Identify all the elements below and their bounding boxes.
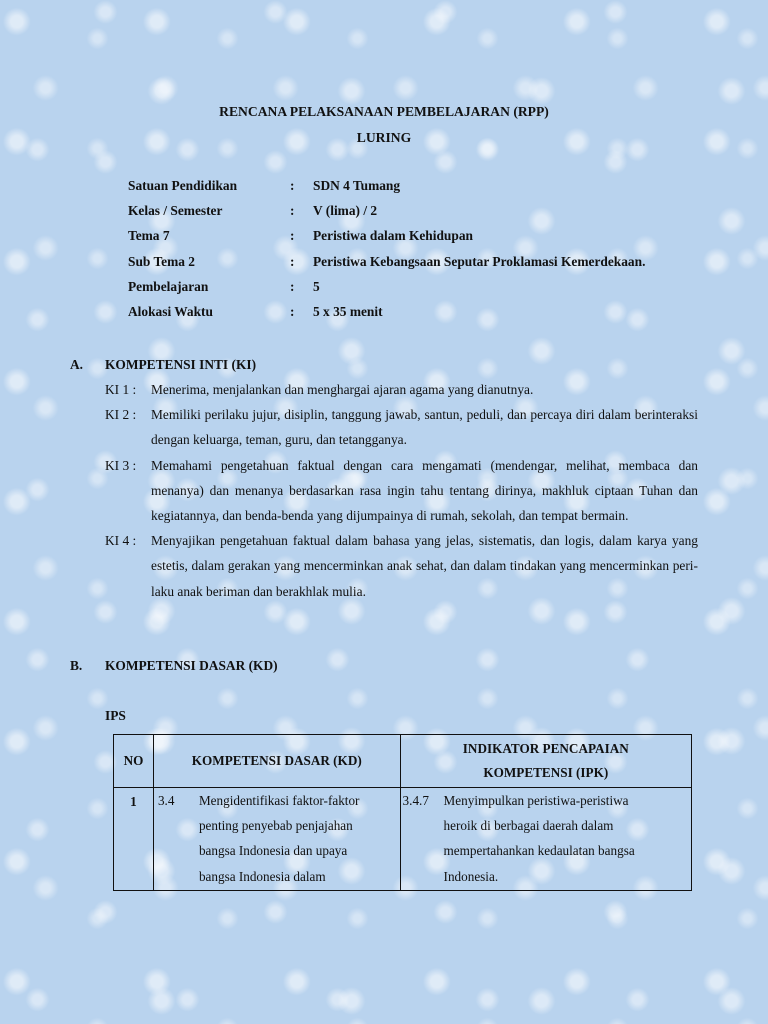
header-no: NO	[114, 735, 154, 788]
header-ipk-line: KOMPETENSI (IPK)	[483, 765, 609, 780]
info-colon: :	[290, 178, 295, 193]
document-subtitle: LURING	[356, 130, 412, 145]
info-colon: :	[290, 303, 295, 319]
header-ipk	[400, 735, 691, 788]
info-colon: :	[290, 278, 295, 294]
header-ipk-line: INDIKATOR PENCAPAIAN	[462, 741, 629, 756]
info-label: Tema 7	[128, 228, 170, 244]
kd-number: 3.4	[157, 793, 175, 808]
info-label: Kelas / Semester	[128, 203, 223, 219]
ki-list	[105, 377, 698, 604]
info-value: 5 x 35 menit	[313, 303, 383, 319]
row-number-text: 1	[130, 794, 137, 809]
kd-line: bangsa Indonesia dan upaya	[198, 843, 348, 859]
info-value: Peristiwa Kebangsaan Seputar Proklamasi Kemerdekaan.	[313, 253, 646, 269]
kd-line: Mengidentifikasi faktor-faktor	[198, 793, 360, 808]
table-header-row	[114, 735, 692, 788]
kd-line: penting penyebab penjajahan	[198, 818, 353, 834]
table-row	[114, 788, 692, 891]
ki-item	[105, 402, 698, 452]
kd-cell	[153, 788, 400, 891]
ipk-cell	[400, 788, 691, 891]
info-colon: :	[290, 228, 295, 244]
info-label: Pembelajaran	[128, 278, 209, 294]
info-label: Sub Tema 2	[128, 253, 195, 269]
ipk-line: mempertahankan kedaulatan bangsa	[443, 843, 635, 859]
section-letter: B.	[70, 658, 83, 673]
ipk-number: 3.4.7	[402, 793, 429, 808]
ipk-line: Indonesia.	[443, 868, 499, 884]
info-value: V (lima) / 2	[313, 203, 378, 219]
ki-label: KI 2 :	[105, 407, 137, 423]
kd-table	[113, 734, 692, 891]
kd-description	[199, 788, 400, 889]
document-title: RENCANA PELAKSANAAN PEMBELAJARAN (RPP)	[219, 104, 549, 119]
row-number	[114, 788, 154, 891]
ipk-line: Menyimpulkan peristiwa-peristiwa	[443, 793, 629, 808]
subject-label: IPS	[105, 708, 126, 723]
ki-text: Memiliki perilaku jujur, disiplin, tanggung jawab, santun, peduli, dan percaya diri dalam berinteraksi dengan keluarga, teman, guru, dan tetangganya.	[151, 407, 698, 448]
section-letter: A.	[70, 357, 84, 372]
ki-text: Memahami pengetahuan faktual dengan cara mengamati (mendengar, melihat, membaca dan menanya) dan menanya berdasarkan rasa ingin tahu tentang dirinya, makhluk ciptaan Tuhan dan kegiatannya, dan benda-benda yang dijumpainya di rumah, sekolah, dan tempat bermain.	[151, 457, 698, 524]
section-title: KOMPETENSI INTI (KI)	[105, 357, 257, 372]
ki-item	[105, 528, 698, 604]
info-label: Alokasi Waktu	[128, 303, 213, 319]
info-value: 5	[313, 278, 320, 294]
header-kd: KOMPETENSI DASAR (KD)	[153, 735, 400, 788]
info-value: Peristiwa dalam Kehidupan	[313, 228, 473, 244]
ipk-description	[444, 788, 691, 889]
info-colon: :	[290, 203, 295, 219]
section-title: KOMPETENSI DASAR (KD)	[105, 658, 278, 673]
ipk-line: heroik di berbagai daerah dalam	[443, 818, 614, 834]
ki-label: KI 3 :	[105, 457, 137, 473]
info-colon: :	[290, 253, 295, 269]
ki-label: KI 1 :	[105, 382, 137, 397]
ki-item	[105, 377, 698, 402]
ki-text: Menerima, menjalankan dan menghargai ajaran agama yang dianutnya.	[151, 382, 534, 397]
info-value: SDN 4 Tumang	[313, 178, 401, 193]
ki-text: Menyajikan pengetahuan faktual dalam bahasa yang jelas, sistematis, dan logis, dalam karya yang estetis, dalam gerakan yang mencerminkan anak sehat, dan dalam tindakan yang mencerminkan peri-laku anak beriman dan berakhlak mulia.	[151, 533, 698, 599]
info-label: Satuan Pendidikan	[128, 178, 238, 193]
kd-line: bangsa Indonesia dalam	[198, 868, 326, 884]
ki-item	[105, 453, 698, 529]
ki-label: KI 4 :	[105, 533, 137, 549]
